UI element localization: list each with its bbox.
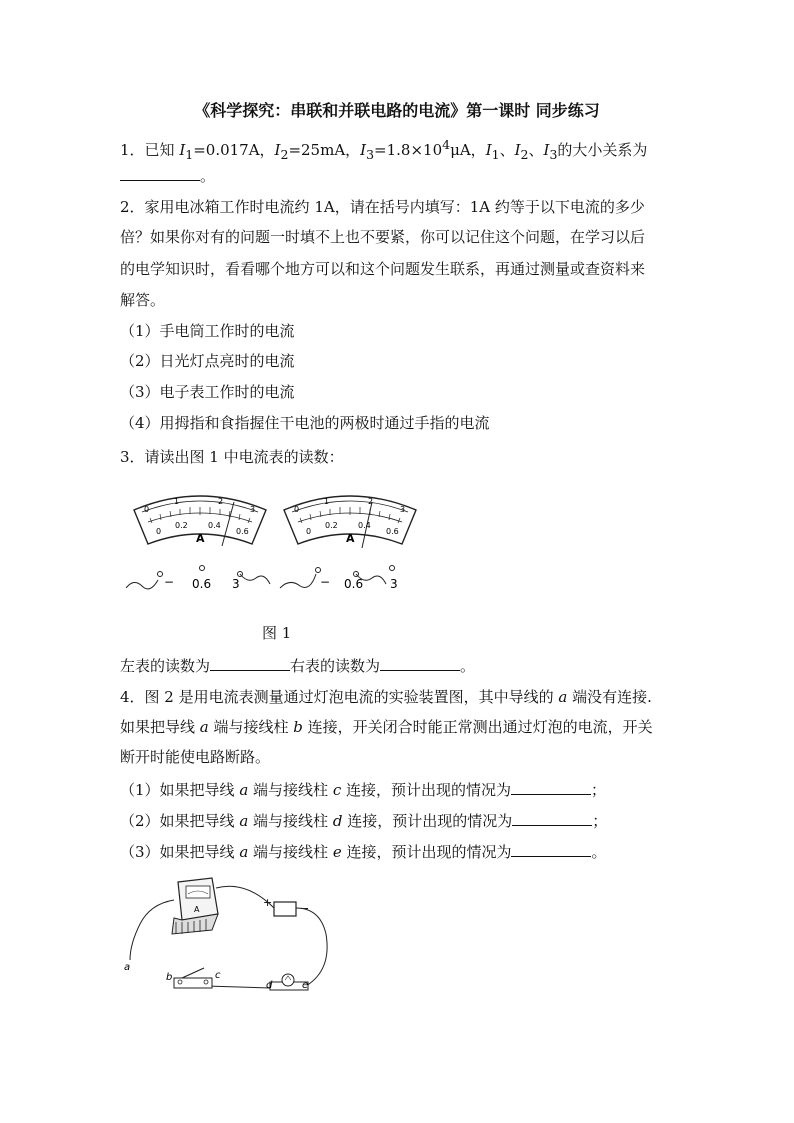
switch [174,968,212,988]
q1-prefix: 1．已知 [120,141,180,159]
left-terminal-3: 3 [232,577,240,591]
q3-answer-end: 。 [460,657,476,675]
left-scale-top-1: 1 [174,497,180,506]
q1-answer-blank[interactable] [120,164,200,181]
q4-line2b: 端与接线柱 [208,718,294,736]
fig2-label-a: a [124,962,131,973]
left-ammeter [134,496,266,546]
q4-sub1-blank[interactable] [511,778,591,795]
q1-list-sep1: 、 [499,141,515,159]
q2-item-2: （2）日光灯点亮时的电流 [120,352,295,370]
q2-line3: 的电学知识时，看看哪个地方可以和这个问题发生联系，再通过测量或查资料来 [120,260,646,278]
q1-list-i1: I [485,141,492,159]
q2-item-1: （1）手电筒工作时的电流 [120,322,295,340]
q2-line4: 解答。 [120,291,166,309]
right-scale-bottom-1: 0.2 [325,521,338,530]
q4-line1 [120,686,652,708]
q4-line3: 断开时能使电路断路。 [120,748,271,766]
q1-i3-sub: 3 [366,147,375,162]
q1-i3-unit: μA， [450,141,486,159]
q2-item-4: （4）用拇指和食指握住干电池的两极时通过手指的电流 [120,414,490,432]
left-scale-bottom-0: 0 [156,527,162,536]
q4-sub2-terminal: d [332,812,343,830]
q4-line2 [120,716,653,738]
q1-i3: I [360,141,367,159]
q4-line1-a: a [558,688,568,706]
q4-line2a: 如果把导线 [120,718,200,736]
q4-sub2-a: a [239,812,249,830]
q4-sub3-terminal: e [332,843,342,861]
q4-line2c: 连接，开关闭合时能正常测出通过灯泡的电流，开关 [302,718,653,736]
q1-suffix: 的大小关系为 [557,141,648,159]
q4-sub3-pre: （3）如果把导线 [120,843,240,861]
q3-right-label: 右表的读数为 [290,657,381,675]
q1-list-i2: I [514,141,521,159]
left-meter-unit: A [196,532,205,545]
right-scale-bottom-3: 0.6 [386,527,399,536]
q4-sub1-mid: 端与接线柱 [248,781,333,799]
ammeter-device [172,878,218,934]
q4-sub3-mid: 端与接线柱 [248,843,333,861]
right-terminal-06: 0.6 [344,577,364,591]
left-scale-top-2: 2 [218,497,224,506]
q2-item-3: （3）电子表工作时的电流 [120,383,295,401]
q1-i1: I [179,141,186,159]
page-title: 《科学探究：串联和并联电路的电流》第一课时 同步练习 [194,101,600,120]
battery-minus: − [300,902,310,915]
q1-i2-sub: 2 [280,147,289,162]
left-scale-bottom-1: 0.2 [175,521,188,530]
q1-list-i3: I [543,141,550,159]
q4-line2-a: a [199,718,209,736]
battery [263,896,309,916]
q1-i1-sub: 1 [185,147,194,162]
fig2-meter-label: A [194,905,200,914]
q4-sub2-end: ； [592,812,608,830]
q1-end: 。 [200,167,216,185]
q4-sub2-pre: （2）如果把导线 [120,812,240,830]
fig2-label-c: c [215,970,221,981]
q1-answer-line [120,164,215,187]
q4-sub1-pre: （1）如果把导线 [120,781,240,799]
circuit-wires [130,886,327,988]
q4-sub3-blank[interactable] [511,840,591,857]
q4-sub-2 [120,809,607,832]
q3-left-label: 左表的读数为 [120,657,211,675]
q4-sub-3 [120,840,607,863]
q4-sub3-post: 连接，预计出现的情况为 [341,843,512,861]
right-scale-top-0: 0 [294,505,300,514]
q1-list-sub2: 2 [520,147,529,162]
right-terminal-neg: − [320,575,331,589]
q1-list-sub3: 3 [549,147,558,162]
q4-sub1-a: a [239,781,249,799]
q4-line1-text: 4．图 2 是用电流表测量通过灯泡电流的实验装置图，其中导线的 [120,688,559,706]
left-scale-bottom-3: 0.6 [236,527,249,536]
q1-i3-value: =1.8×10 [374,141,443,159]
fig2-label-b: b [166,972,173,983]
q1-i3-exponent: 4 [442,137,451,152]
q3-right-blank[interactable] [380,654,460,671]
q1-i2: I [274,141,281,159]
right-scale-top-3: 3 [400,505,406,514]
left-terminal-06: 0.6 [192,577,212,591]
q1-list-sep2: 、 [528,141,544,159]
q3-line: 3．请读出图 1 中电流表的读数： [120,448,344,466]
q4-sub2-mid: 端与接线柱 [248,812,333,830]
q3-answer-line [120,654,475,677]
q4-sub2-post: 连接，预计出现的情况为 [342,812,513,830]
q2-line2: 倍？如果你对有的问题一时填不上也不要紧，你可以记住这个问题，在学习以后 [120,228,646,246]
fig2-label-d: d [266,980,273,991]
right-terminals [280,566,395,589]
right-scale-bottom-0: 0 [306,527,312,536]
figure-1-ammeters [120,488,420,600]
left-terminal-neg: − [164,575,175,589]
figure-1-caption: 图 1 [262,624,292,642]
q4-sub-1 [120,778,606,801]
q1-i2-value: =25mA， [288,141,361,159]
q4-sub3-a: a [239,843,249,861]
q4-line2-b: b [293,718,303,736]
q4-sub2-blank[interactable] [512,809,592,826]
q1-list-sub1: 1 [491,147,500,162]
q4-sub1-end: ； [591,781,607,799]
right-scale-top-2: 2 [368,497,374,506]
left-scale-bottom-2: 0.4 [208,521,221,530]
left-scale-top-0: 0 [144,505,150,514]
battery-plus: + [263,896,273,909]
q4-sub3-end: 。 [591,843,607,861]
right-terminal-3: 3 [390,577,398,591]
right-meter-unit: A [346,532,355,545]
q4-sub1-terminal: c [332,781,342,799]
right-scale-top-1: 1 [324,497,330,506]
q2-line1: 2．家用电冰箱工作时电流约 1A，请在括号内填写：1A 约等于以下电流的多少 [120,198,645,216]
q4-sub1-post: 连接，预计出现的情况为 [341,781,511,799]
q4-line1-end: 端没有连接. [567,688,652,706]
q1-i1-value: =0.017A， [193,141,275,159]
right-scale-bottom-2: 0.4 [358,521,371,530]
figure-2-circuit [120,874,350,1004]
right-ammeter [284,496,416,548]
q3-left-blank[interactable] [210,654,290,671]
left-scale-top-3: 3 [250,505,256,514]
q1-line [120,134,647,166]
fig2-label-e: e [302,980,309,991]
